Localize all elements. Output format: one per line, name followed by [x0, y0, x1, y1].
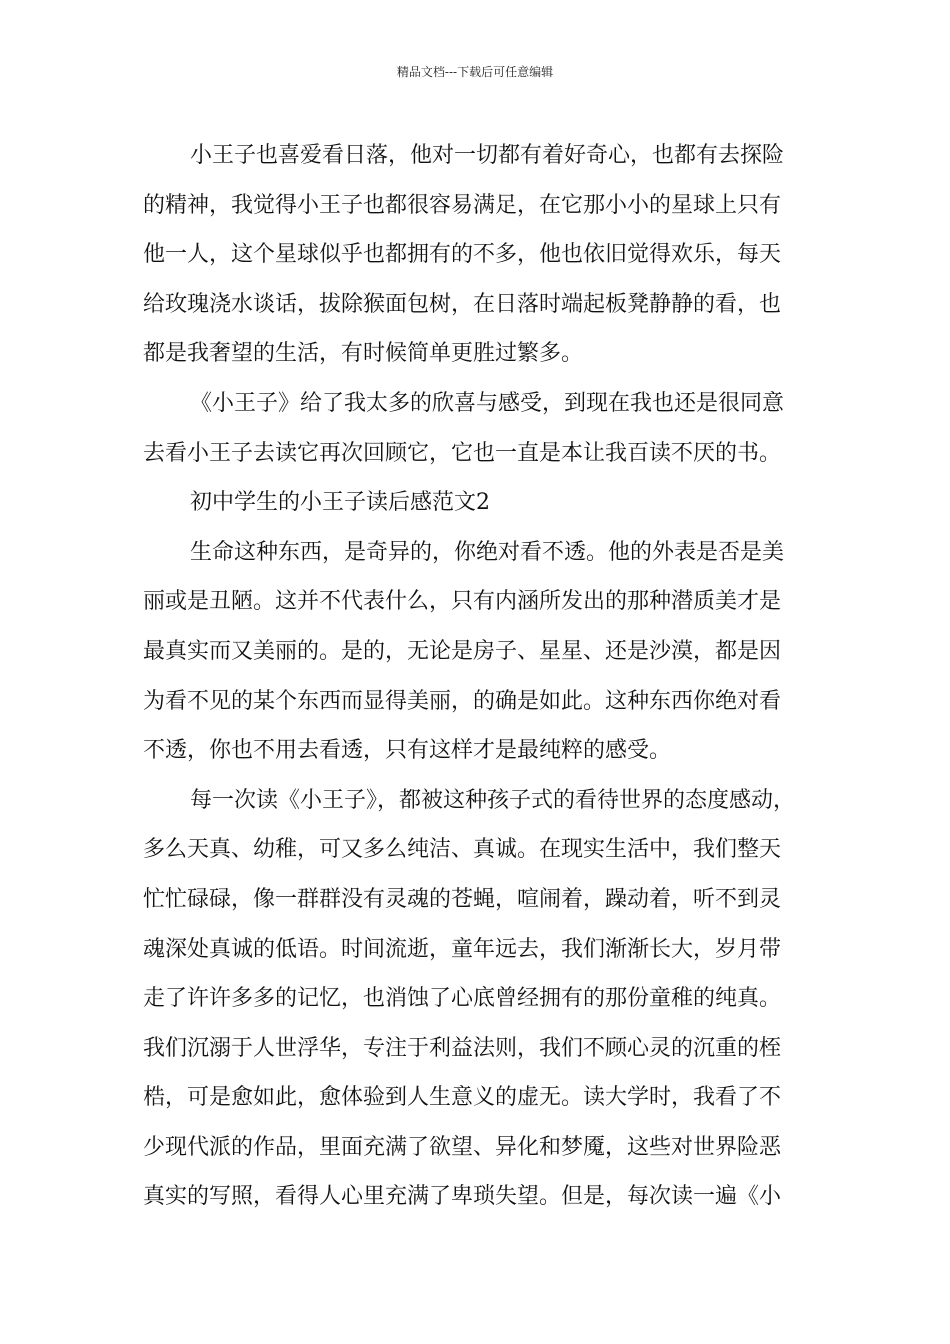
text-line: 不透，你也不用去看透，只有这样才是最纯粹的感受。 — [143, 738, 672, 764]
text-line: 《小王子》给了我太多的欣喜与感受，到现在我也还是很同意 — [190, 390, 785, 416]
text-line: 给玫瑰浇水谈话，拔除猴面包树，在日落时端起板凳静静的看，也 — [143, 291, 782, 317]
page-header: 精品文档---下载后可任意编辑 — [396, 65, 554, 79]
text-line: 他一人，这个星球似乎也都拥有的不多，他也依旧觉得欢乐，每天 — [143, 242, 782, 268]
text-line: 为看不见的某个东西而显得美丽，的确是如此。这种东西你绝对看 — [143, 688, 782, 714]
text-line: 多么天真、幼稚，可又多么纯洁、真诚。在现实生活中，我们整天 — [143, 837, 782, 863]
text-line: 走了许许多多的记忆，也消蚀了心底曾经拥有的那份童稚的纯真。 — [143, 986, 782, 1012]
text-line: 去看小王子去读它再次回顾它，它也一直是本让我百读不厌的书。 — [143, 440, 782, 466]
text-line: 都是我奢望的生活，有时候简单更胜过繁多。 — [143, 341, 584, 367]
section-heading: 初中学生的小王子读后感范文2 — [190, 490, 490, 516]
text-line: 真实的写照，看得人心里充满了卑琐失望。但是，每次读一遍《小 — [143, 1184, 782, 1210]
text-line: 梏，可是愈如此，愈体验到人生意义的虚无。读大学时，我看了不 — [143, 1085, 782, 1111]
document-body — [143, 131, 811, 1222]
text-line: 忙忙碌碌，像一群群没有灵魂的苍蝇，喧闹着，躁动着，听不到灵 — [143, 886, 782, 912]
text-line: 最真实而又美丽的。是的，无论是房子、星星、还是沙漠，都是因 — [143, 638, 782, 664]
text-line: 丽或是丑陋。这并不代表什么，只有内涵所发出的那种潜质美才是 — [143, 589, 782, 615]
text-line: 的精神，我觉得小王子也都很容易满足，在它那小小的星球上只有 — [143, 192, 782, 218]
text-line: 魂深处真诚的低语。时间流逝，童年远去，我们渐渐长大，岁月带 — [143, 936, 782, 962]
text-line: 少现代派的作品，里面充满了欲望、异化和梦魇，这些对世界险恶 — [143, 1134, 782, 1160]
text-line: 每一次读《小王子》，都被这种孩子式的看待世界的态度感动， — [190, 787, 796, 813]
text-line: 我们沉溺于人世浮华，专注于利益法则，我们不顾心灵的沉重的桎 — [143, 1035, 782, 1061]
text-line: 生命这种东西，是奇异的，你绝对看不透。他的外表是否是美 — [190, 539, 785, 565]
text-line: 小王子也喜爱看日落，他对一切都有着好奇心，也都有去探险 — [190, 143, 785, 168]
